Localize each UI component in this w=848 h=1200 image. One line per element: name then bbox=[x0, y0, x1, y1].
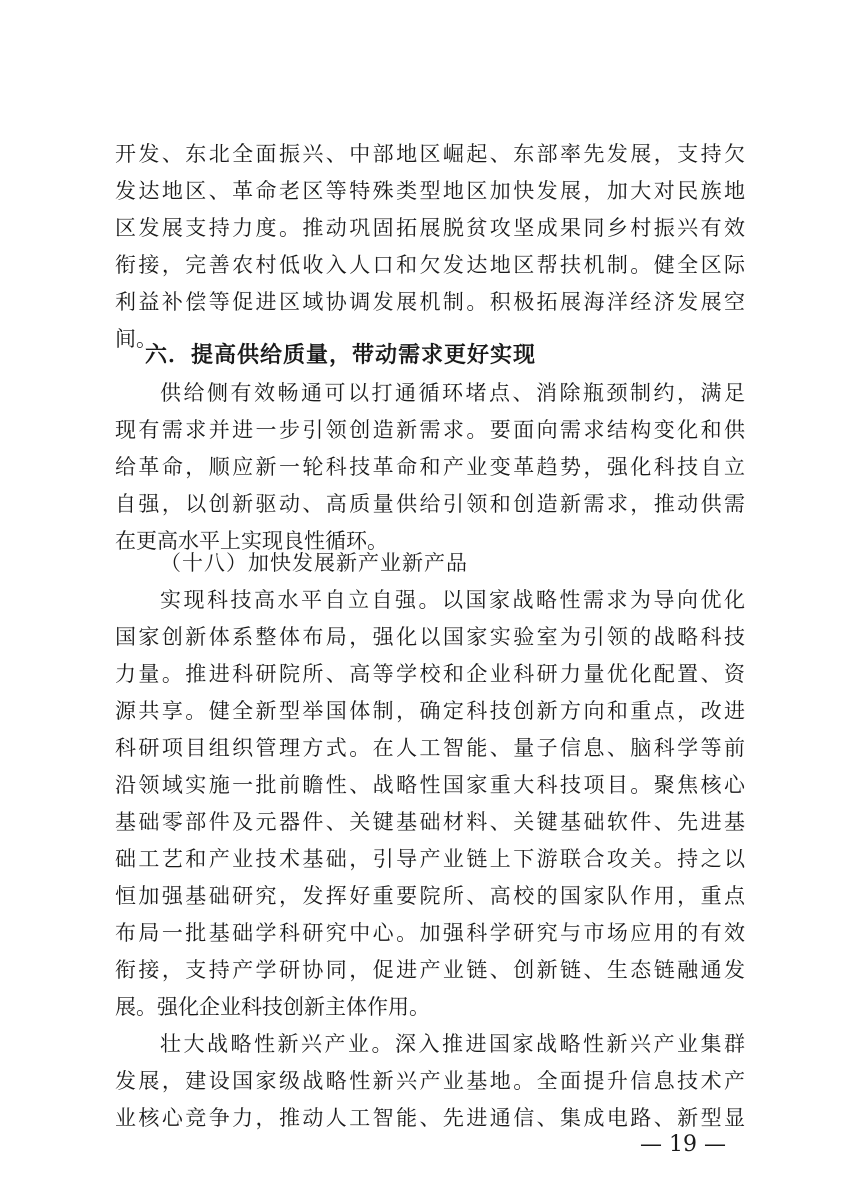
paragraph-line: 给革命，顺应新一轮科技革命和产业变革趋势，强化科技自立 bbox=[115, 455, 745, 479]
paragraph-line: 业核心竞争力，推动人工智能、先进通信、集成电路、新型显 bbox=[115, 1106, 745, 1130]
paragraph-line: 发展，建设国家级战略性新兴产业基地。全面提升信息技术产 bbox=[115, 1069, 745, 1093]
paragraph-line: 展。强化企业科技创新主体作用。 bbox=[115, 995, 430, 1019]
paragraph-line: 国家创新体系整体布局，强化以国家实验室为引领的战略科技 bbox=[115, 625, 745, 649]
paragraph-line: 沿领域实施一批前瞻性、战略性国家重大科技项目。聚焦核心 bbox=[115, 773, 745, 797]
paragraph-line: 恒加强基础研究，发挥好重要院所、高校的国家队作用，重点 bbox=[115, 884, 745, 908]
paragraph-line: 现有需求并进一步引领创造新需求。要面向需求结构变化和供 bbox=[115, 418, 745, 442]
paragraph-line: 衔接，支持产学研协同，促进产业链、创新链、生态链融通发 bbox=[115, 958, 745, 982]
page-number: — 19 — bbox=[640, 1132, 726, 1157]
paragraph-line: 发达地区、革命老区等特殊类型地区加快发展，加大对民族地 bbox=[115, 179, 745, 203]
paragraph-line: 利益补偿等促进区域协调发展机制。积极拓展海洋经济发展空 bbox=[115, 290, 745, 314]
paragraph-line: 源共享。健全新型举国体制，确定科技创新方向和重点，改进 bbox=[115, 699, 745, 723]
paragraph-line: 间。 bbox=[115, 327, 157, 351]
subsection-heading: （十八）加快发展新产业新产品 bbox=[160, 551, 468, 575]
paragraph-line: 衔接，完善农村低收入人口和欠发达地区帮扶机制。健全区际 bbox=[115, 253, 745, 277]
paragraph-line: 力量。推进科研院所、高等学校和企业科研力量优化配置、资 bbox=[115, 662, 745, 686]
paragraph-line: 科研项目组织管理方式。在人工智能、量子信息、脑科学等前 bbox=[115, 736, 745, 760]
paragraph-line: 自强，以创新驱动、高质量供给引领和创造新需求，推动供需 bbox=[115, 492, 745, 516]
paragraph-line: 基础零部件及元器件、关键基础材料、关键基础软件、先进基 bbox=[115, 810, 745, 834]
section-heading: 六．提高供给质量，带动需求更好实现 bbox=[145, 343, 537, 368]
paragraph-line: 供给侧有效畅通可以打通循环堵点、消除瓶颈制约，满足 bbox=[160, 381, 745, 405]
paragraph-line: 区发展支持力度。推动巩固拓展脱贫攻坚成果同乡村振兴有效 bbox=[115, 216, 745, 240]
paragraph-line: 布局一批基础学科研究中心。加强科学研究与市场应用的有效 bbox=[115, 921, 745, 945]
paragraph-line: 实现科技高水平自立自强。以国家战略性需求为导向优化 bbox=[160, 588, 745, 612]
paragraph-line: 在更高水平上实现良性循环。 bbox=[115, 529, 388, 553]
paragraph-line: 壮大战略性新兴产业。深入推进国家战略性新兴产业集群 bbox=[160, 1032, 745, 1056]
paragraph-line: 础工艺和产业技术基础，引导产业链上下游联合攻关。持之以 bbox=[115, 847, 745, 871]
paragraph-line: 开发、东北全面振兴、中部地区崛起、东部率先发展，支持欠 bbox=[115, 142, 745, 166]
